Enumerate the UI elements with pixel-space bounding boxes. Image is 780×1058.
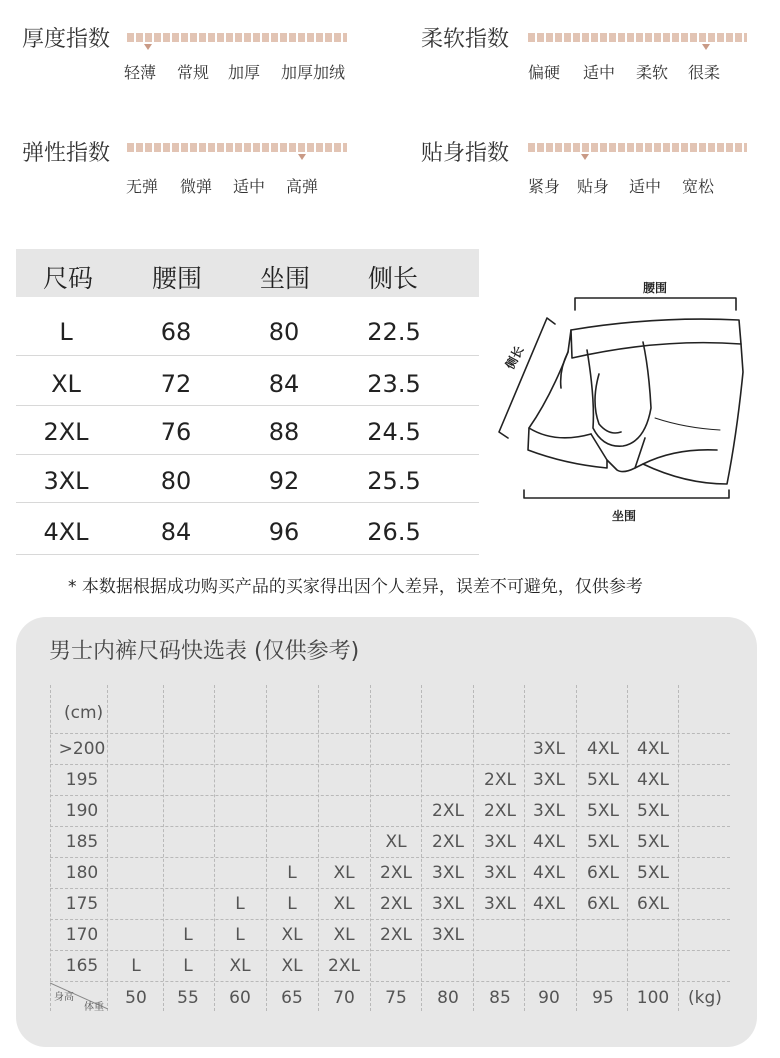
size-cell: L <box>235 894 245 914</box>
table-cell: 22.5 <box>367 318 421 346</box>
table-cell: 2XL <box>43 418 89 446</box>
thickness-index-bar <box>127 33 347 42</box>
weight-label: 50 <box>125 988 147 1008</box>
disclaimer-note: * 本数据根据成功购买产品的买家得出因个人差异，误差不可避免，仅供参考 <box>68 577 643 597</box>
height-label: 185 <box>65 832 99 852</box>
fit-option: 宽松 <box>682 177 715 196</box>
grid-line <box>50 888 730 889</box>
table-cell: 80 <box>160 467 192 495</box>
size-cell: 6XL <box>587 863 619 883</box>
fit-index-bar <box>528 143 747 152</box>
elasticity-option: 适中 <box>233 177 266 196</box>
height-label: 175 <box>65 894 99 914</box>
boxer-illustration-icon <box>495 278 755 528</box>
header-hip: 坐围 <box>259 264 310 293</box>
row-divider <box>16 454 479 455</box>
size-table-header <box>16 249 479 297</box>
fit-option: 适中 <box>629 177 662 196</box>
thickness-index-marker <box>144 44 152 50</box>
size-cell: 3XL <box>432 863 464 883</box>
panel-title: 男士内裤尺码快选表 (仅供参考) <box>49 639 360 664</box>
grid-line <box>50 857 730 858</box>
weight-label: 95 <box>592 988 614 1008</box>
fit-option: 贴身 <box>577 177 610 196</box>
height-label: 195 <box>65 770 99 790</box>
table-cell: L <box>59 318 73 346</box>
header-waist: 腰围 <box>151 264 202 293</box>
size-quick-select-panel <box>16 617 757 1047</box>
size-cell: 2XL <box>380 925 412 945</box>
table-cell: 96 <box>268 518 300 546</box>
size-cell: XL <box>333 925 355 945</box>
size-cell: 3XL <box>484 832 516 852</box>
height-label: 170 <box>65 925 99 945</box>
table-cell: 84 <box>160 518 192 546</box>
size-cell: 6XL <box>587 894 619 914</box>
elasticity-option: 无弹 <box>126 177 159 196</box>
size-cell: 3XL <box>484 894 516 914</box>
weight-label: 70 <box>333 988 355 1008</box>
table-cell: 76 <box>160 418 192 446</box>
size-cell: 3XL <box>533 801 565 821</box>
size-cell: L <box>235 925 245 945</box>
size-cell: XL <box>385 832 407 852</box>
table-cell: 72 <box>160 370 192 398</box>
size-cell: 2XL <box>484 770 516 790</box>
elasticity-option: 高弹 <box>286 177 319 196</box>
weight-unit: (kg) <box>688 988 722 1008</box>
size-cell: 2XL <box>484 801 516 821</box>
size-cell: L <box>183 925 193 945</box>
size-cell: 5XL <box>587 832 619 852</box>
size-cell: XL <box>333 894 355 914</box>
weight-label: 80 <box>437 988 459 1008</box>
row-divider <box>16 502 479 503</box>
weight-label: 75 <box>385 988 407 1008</box>
size-cell: 5XL <box>637 863 669 883</box>
size-cell: 5XL <box>637 801 669 821</box>
table-cell: 24.5 <box>367 418 421 446</box>
corner-weight-label: 体重 <box>84 1002 104 1013</box>
softness-option: 柔软 <box>636 63 669 82</box>
table-cell: 68 <box>160 318 192 346</box>
thickness-option: 加厚加绒 <box>281 63 346 82</box>
size-cell: 4XL <box>637 770 669 790</box>
size-cell: 5XL <box>637 832 669 852</box>
size-cell: 4XL <box>533 832 565 852</box>
grid-line <box>50 795 730 796</box>
fit-index-label: 贴身指数 <box>421 141 510 166</box>
size-cell: L <box>183 956 193 976</box>
height-label: >200 <box>58 739 106 759</box>
size-cell: 2XL <box>328 956 360 976</box>
size-cell: 3XL <box>533 739 565 759</box>
weight-label: 90 <box>538 988 560 1008</box>
waist-label: 腰围 <box>643 281 668 295</box>
side-length-label: 侧长 <box>502 343 527 372</box>
size-cell: 2XL <box>432 801 464 821</box>
hip-label: 坐围 <box>612 509 637 523</box>
header-side-length: 侧长 <box>367 264 418 293</box>
softness-index-label: 柔软指数 <box>421 27 510 52</box>
size-cell: 5XL <box>587 801 619 821</box>
grid-line <box>50 950 730 951</box>
size-cell: 4XL <box>533 863 565 883</box>
softness-index-bar <box>528 33 747 42</box>
height-label: 190 <box>65 801 99 821</box>
weight-label: 85 <box>489 988 511 1008</box>
table-cell: 26.5 <box>367 518 421 546</box>
table-cell: 4XL <box>43 518 89 546</box>
size-cell: XL <box>229 956 251 976</box>
table-cell: 92 <box>268 467 300 495</box>
weight-label: 60 <box>229 988 251 1008</box>
elasticity-index-marker <box>298 154 306 160</box>
weight-label: 55 <box>177 988 199 1008</box>
size-cell: L <box>287 894 297 914</box>
grid-line <box>50 733 730 734</box>
height-label: 165 <box>65 956 99 976</box>
table-cell: 88 <box>268 418 300 446</box>
grid-line <box>50 764 730 765</box>
table-cell: 3XL <box>43 467 89 495</box>
size-cell: 4XL <box>637 739 669 759</box>
row-divider <box>16 554 479 555</box>
elasticity-index-bar <box>127 143 347 152</box>
size-cell: 2XL <box>380 894 412 914</box>
softness-option: 偏硬 <box>528 63 561 82</box>
elasticity-index-label: 弹性指数 <box>22 141 111 166</box>
row-divider <box>16 355 479 356</box>
size-cell: 2XL <box>432 832 464 852</box>
size-cell: XL <box>281 956 303 976</box>
fit-option: 紧身 <box>528 177 561 196</box>
size-cell: 4XL <box>533 894 565 914</box>
height-label: 180 <box>65 863 99 883</box>
table-cell: 84 <box>268 370 300 398</box>
thickness-option: 常规 <box>177 63 210 82</box>
size-cell: 3XL <box>484 863 516 883</box>
thickness-option: 加厚 <box>228 63 261 82</box>
corner-height-label: 身高 <box>54 992 74 1003</box>
softness-option: 很柔 <box>688 63 721 82</box>
header-size: 尺码 <box>42 264 93 293</box>
softness-index-marker <box>702 44 710 50</box>
size-cell: 3XL <box>432 925 464 945</box>
size-cell: 6XL <box>637 894 669 914</box>
grid-line <box>50 826 730 827</box>
height-unit: (cm) <box>64 703 104 723</box>
size-cell: 4XL <box>587 739 619 759</box>
underwear-diagram <box>495 278 755 528</box>
row-divider <box>16 405 479 406</box>
grid-line <box>50 919 730 920</box>
fit-index-marker <box>581 154 589 160</box>
weight-label: 65 <box>281 988 303 1008</box>
table-cell: 25.5 <box>367 467 421 495</box>
size-cell: 5XL <box>587 770 619 790</box>
size-cell: 3XL <box>432 894 464 914</box>
thickness-index-label: 厚度指数 <box>22 27 111 52</box>
thickness-option: 轻薄 <box>124 63 157 82</box>
table-cell: 80 <box>268 318 300 346</box>
table-cell: XL <box>51 370 81 398</box>
elasticity-option: 微弹 <box>180 177 213 196</box>
softness-option: 适中 <box>583 63 616 82</box>
size-cell: XL <box>281 925 303 945</box>
size-cell: XL <box>333 863 355 883</box>
size-cell: 3XL <box>533 770 565 790</box>
weight-label: 100 <box>636 988 670 1008</box>
size-cell: L <box>131 956 141 976</box>
size-cell: 2XL <box>380 863 412 883</box>
table-cell: 23.5 <box>367 370 421 398</box>
size-cell: L <box>287 863 297 883</box>
grid-line <box>50 981 730 982</box>
